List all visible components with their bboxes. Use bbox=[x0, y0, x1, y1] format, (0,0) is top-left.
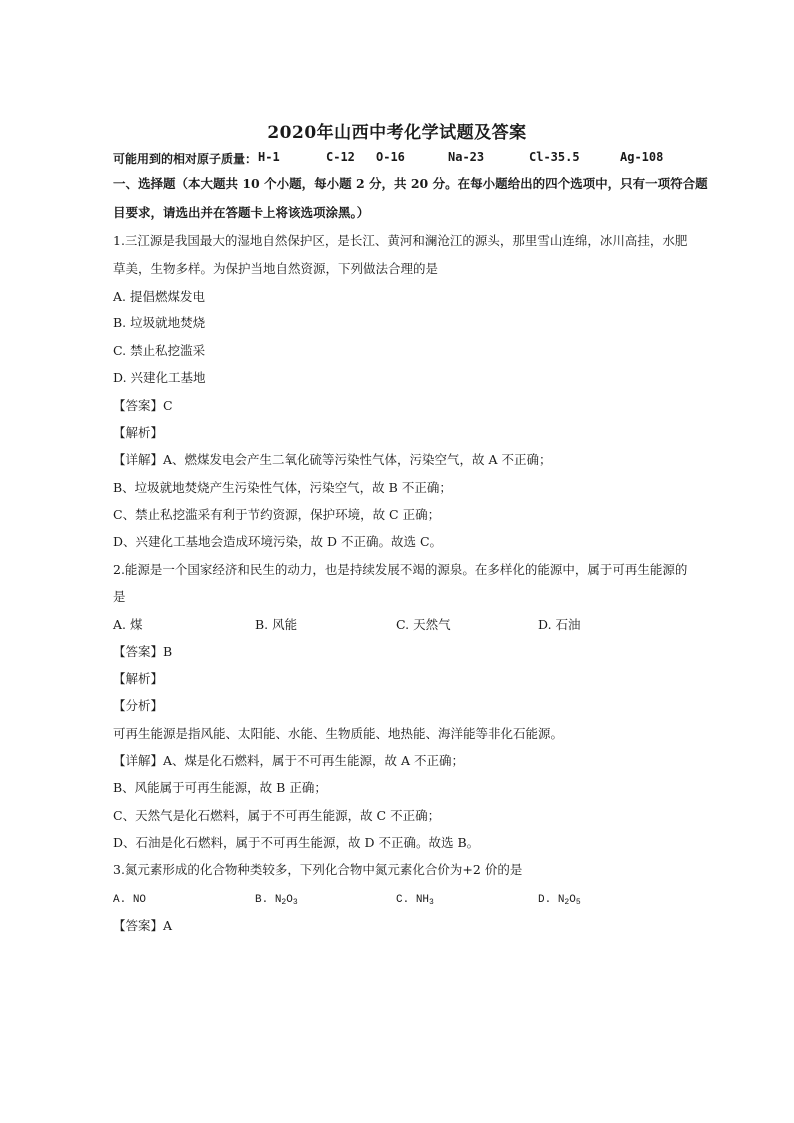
atomic-mass-h: H-1 bbox=[258, 150, 280, 164]
q3-option-d-sub1: 2 bbox=[564, 898, 570, 907]
q3-option-d-sub2: 5 bbox=[575, 898, 581, 907]
q1-option-d: D. 兴建化工基地 bbox=[113, 370, 206, 385]
q2-detail-b: B、风能属于可再生能源，故 B 正确； bbox=[113, 780, 327, 795]
q1-option-c: C. 禁止私挖滥采 bbox=[113, 343, 206, 358]
q2-analysis-label: 【解析】 bbox=[113, 671, 164, 686]
q1-stem-line2: 草美，生物多样。为保护当地自然资源，下列做法合理的是 bbox=[113, 261, 439, 276]
q2-answer: 【答案】B bbox=[113, 644, 173, 659]
q3-option-c-formula: NH bbox=[415, 894, 430, 906]
q3-option-a-prefix: A. bbox=[113, 894, 133, 906]
q1-option-a: A. 提倡燃煤发电 bbox=[113, 289, 205, 304]
page-title: 2020年山西中考化学试题及答案 bbox=[267, 123, 527, 143]
q1-detail-a: 【详解】A、燃煤发电会产生二氧化硫等污染性气体，污染空气，故 A 不正确； bbox=[113, 452, 552, 467]
q2-option-c: C. 天然气 bbox=[396, 617, 451, 632]
q2-option-a: A. 煤 bbox=[113, 617, 143, 632]
q2-detail-a: 【详解】A、煤是化石燃料，属于不可再生能源，故 A 不正确； bbox=[113, 753, 465, 768]
atomic-mass-ag: Ag-108 bbox=[620, 150, 664, 164]
q2-option-b: B. 风能 bbox=[255, 617, 298, 632]
q3-option-b bbox=[255, 892, 298, 911]
q2-detail-d: D、石油是化石燃料，属于不可再生能源，故 D 不正确。故选 B。 bbox=[113, 835, 480, 850]
q2-stem-line2: 是 bbox=[113, 589, 126, 604]
q3-option-a-formula: NO bbox=[132, 894, 147, 906]
atomic-mass-c: C-12 bbox=[326, 150, 355, 164]
atomic-mass-cl: Cl-35.5 bbox=[529, 150, 580, 164]
q2-analysis-text: 可再生能源是指风能、太阳能、水能、生物质能、地热能、海洋能等非化石能源。 bbox=[113, 726, 564, 741]
q2-stem-line1: 2.能源是一个国家经济和民生的动力，也是持续发展不竭的源泉。在多样化的能源中，属于可再生能源的 bbox=[113, 562, 688, 577]
atomic-mass-na: Na-23 bbox=[448, 150, 485, 164]
q3-option-d-tail: O bbox=[569, 894, 576, 906]
q1-detail-b: B、垃圾就地焚烧产生污染性气体，污染空气，故 B 不正确； bbox=[113, 480, 452, 495]
q3-option-b-sub1: 2 bbox=[281, 898, 287, 907]
q2-analysis2-label: 【分析】 bbox=[113, 698, 164, 713]
q3-option-b-formula: N bbox=[274, 894, 282, 906]
q3-option-d-prefix: D. bbox=[538, 894, 558, 906]
q3-option-c bbox=[396, 892, 434, 911]
q3-option-b-sub2: 3 bbox=[292, 898, 298, 907]
q1-stem-line1: 1.三江源是我国最大的湿地自然保护区，是长江、黄河和澜沧江的源头，那里雪山连绵，冰川高挂，水肥 bbox=[113, 233, 688, 248]
q3-stem: 3.氮元素形成的化合物种类较多，下列化合物中氮元素化合价为+2 价的是 bbox=[113, 862, 523, 877]
q1-detail-d: D、兴建化工基地会造成环境污染，故 D 不正确。故选 C。 bbox=[113, 534, 443, 549]
q3-option-d bbox=[538, 892, 581, 911]
q1-detail-c: C、禁止私挖滥采有利于节约资源，保护环境，故 C 正确； bbox=[113, 507, 441, 522]
q1-answer: 【答案】C bbox=[113, 398, 173, 413]
q3-option-b-tail: O bbox=[286, 894, 293, 906]
q3-answer: 【答案】A bbox=[113, 918, 173, 933]
atomic-mass-o: O-16 bbox=[376, 150, 405, 164]
q3-option-a bbox=[113, 892, 146, 908]
section-heading-line2: 目要求，请选出并在答题卡上将该选项涂黑。） bbox=[113, 205, 370, 220]
q1-option-b: B. 垃圾就地焚烧 bbox=[113, 315, 206, 330]
q2-detail-c: C、天然气是化石燃料，属于不可再生能源，故 C 不正确； bbox=[113, 808, 441, 823]
q1-analysis-label: 【解析】 bbox=[113, 425, 164, 440]
atomic-mass-label: 可能用到的相对原子质量： bbox=[113, 152, 258, 166]
q3-option-b-prefix: B. bbox=[255, 894, 275, 906]
q3-option-c-prefix: C. bbox=[396, 894, 416, 906]
q3-option-c-sub1: 3 bbox=[429, 898, 434, 907]
section-heading-line1: 一、选择题（本大题共 10 个小题，每小题 2 分，共 20 分。在每小题给出的四个选项中，只有一项符合题 bbox=[113, 176, 708, 191]
q3-option-d-formula: N bbox=[557, 894, 565, 906]
q2-option-d: D. 石油 bbox=[538, 617, 581, 632]
